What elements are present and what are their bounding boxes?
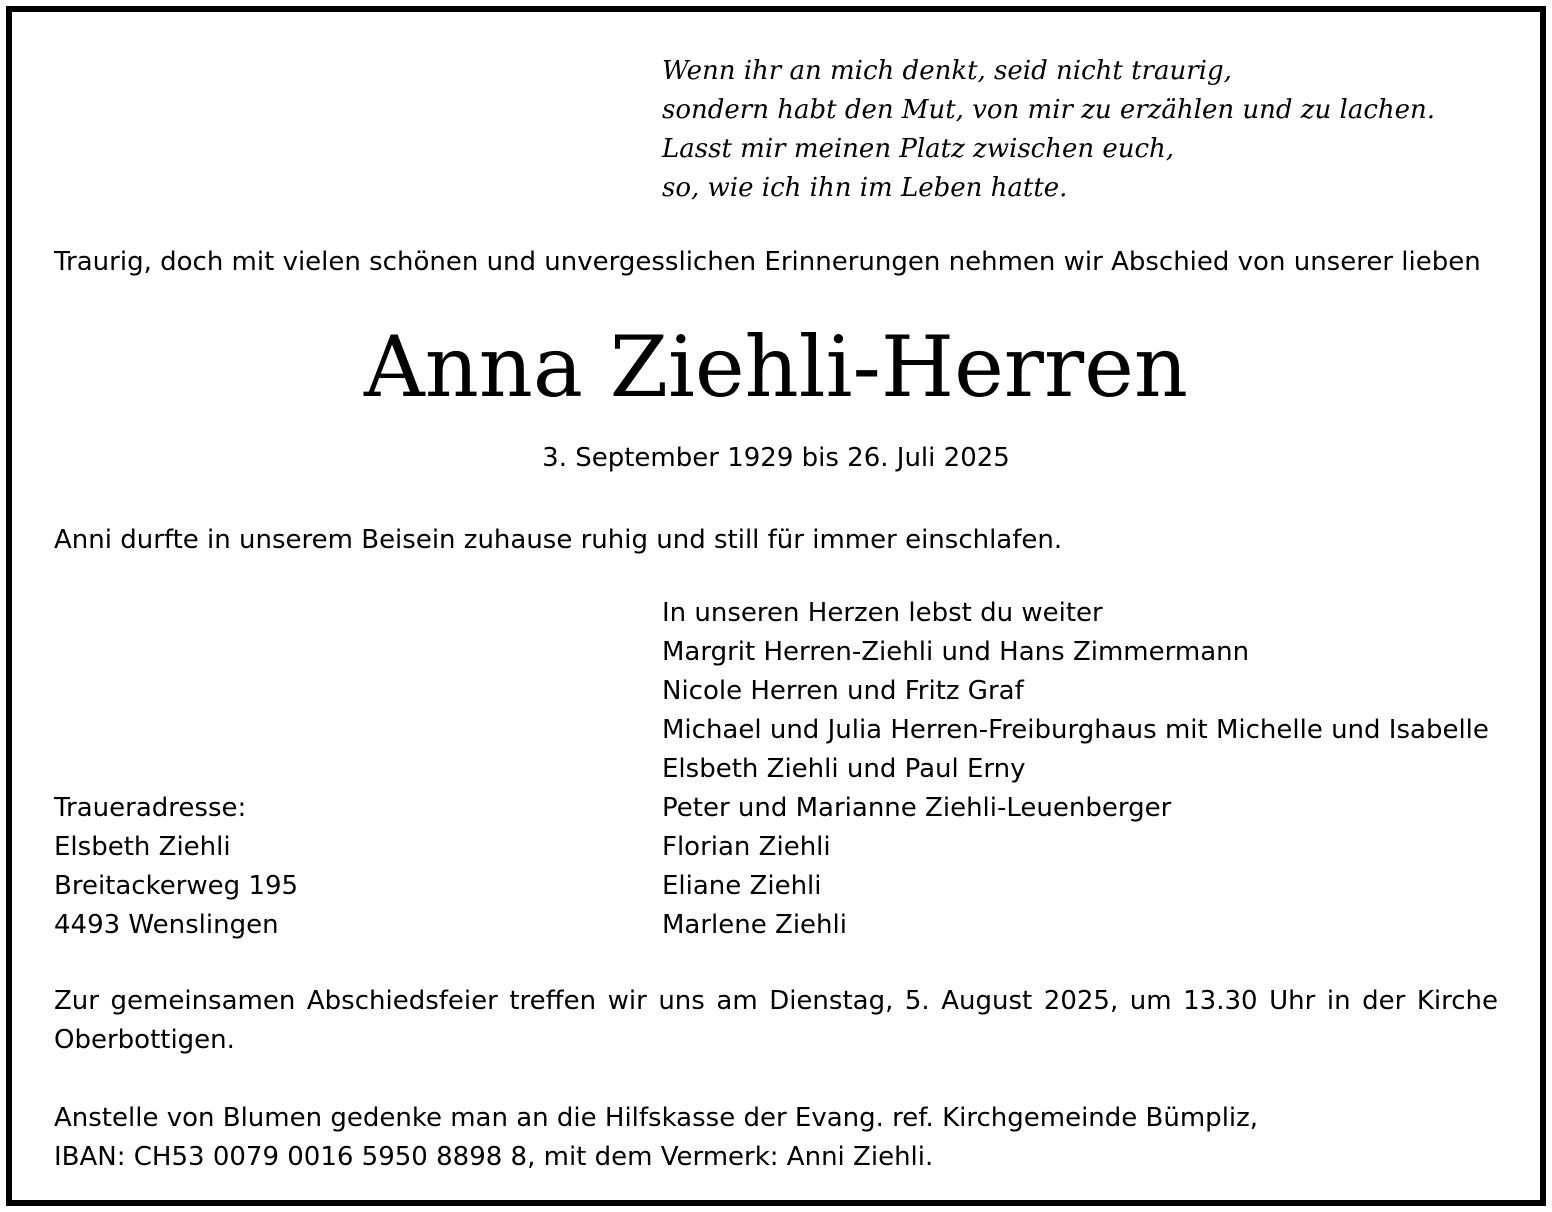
mourner-name: Nicole Herren und Fritz Graf [662,676,1024,706]
poem [662,52,1435,208]
poem-line: Lasst mir meinen Platz zwischen euch, [662,134,1175,164]
address-street: Breitackerweg 195 [54,871,299,901]
mourner-name: Marlene Ziehli [662,910,847,940]
passing-note: Anni durfte in unserem Beisein zuhause ruhig und still für immer einschlafen. [54,525,1063,555]
donation-line: Anstelle von Blumen gedenke man an die Hilfskasse der Evang. ref. Kirchgemeinde Bümpliz, [54,1103,1259,1133]
address-city: 4493 Wenslingen [54,910,279,940]
poem-line: sondern habt den Mut, von mir zu erzählen und zu lachen. [662,95,1436,125]
mourner-name: Eliane Ziehli [662,871,822,901]
mourners-list [662,594,1489,945]
mourner-name: Margrit Herren-Ziehli und Hans Zimmermann [662,637,1250,667]
mourner-name: Michael und Julia Herren-Freiburghaus mit Michelle und Isabelle [662,715,1489,745]
intro-text: Traurig, doch mit vielen schönen und unvergesslichen Erinnerungen nehmen wir Abschied von unserer lieben [54,247,1481,277]
ceremony-text: Zur gemeinsamen Abschiedsfeier treffen wir uns am Dienstag, 5. August 2025, um 13.30 Uhr in der Kirche Oberbottigen. [54,986,1498,1055]
mourning-address [54,789,298,945]
life-dates: 3. September 1929 bis 26. Juli 2025 [542,443,1010,473]
poem-line: Wenn ihr an mich denkt, seid nicht traurig, [662,56,1232,86]
donation-note [54,1099,1258,1177]
mourner-name: Peter und Marianne Ziehli-Leuenberger [662,793,1172,823]
mourners-heading: In unseren Herzen lebst du weiter [662,598,1103,628]
poem-line: so, wie ich ihn im Leben hatte. [662,173,1068,203]
deceased-name: Anna Ziehli-Herren [364,318,1188,416]
mourner-name: Florian Ziehli [662,832,831,862]
donation-iban-line: IBAN: CH53 0079 0016 5950 8898 8, mit dem Vermerk: Anni Ziehli. [54,1142,934,1172]
obituary-notice [6,6,1546,1206]
address-label: Traueradresse: [54,793,247,823]
mourner-name: Elsbeth Ziehli und Paul Erny [662,754,1026,784]
address-name: Elsbeth Ziehli [54,832,231,862]
